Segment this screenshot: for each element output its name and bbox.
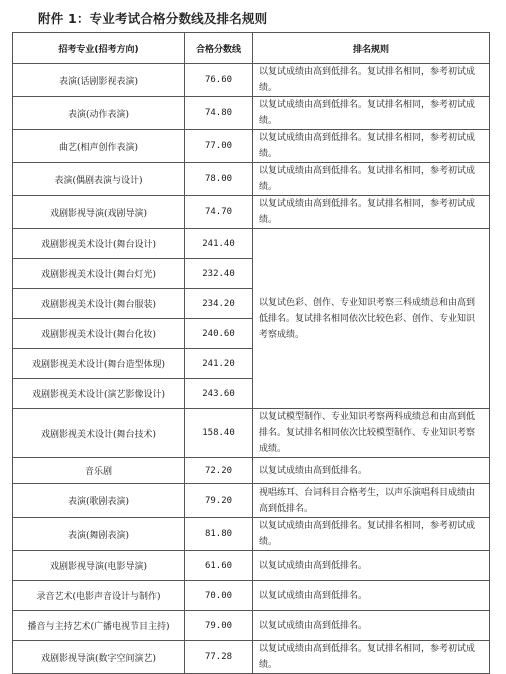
major-cell: 戏剧影视美术设计(舞台灯光) [13,259,185,289]
score-cell: 232.40 [185,259,253,289]
major-cell: 表演(动作表演) [13,97,185,130]
score-cell: 240.60 [185,319,253,349]
table-row [13,518,490,551]
major-cell: 戏剧影视导演(电影导演) [13,551,185,581]
rule-cell: 以复试成绩由高到低排名。 [253,458,490,484]
table-row [13,97,490,130]
score-cell: 77.00 [185,130,253,163]
score-cell: 241.20 [185,349,253,379]
score-cell: 241.40 [185,229,253,259]
rule-cell: 以复试模型制作、专业知识考察两科成绩总和由高到低排名。复试排名相同依次比较模型制作、专业知识考察成绩。 [253,409,490,458]
major-cell: 戏剧影视导演(戏剧导演) [13,196,185,229]
rule-cell: 以复试成绩由高到低排名。复试排名相同，参考初试成绩。 [253,97,490,130]
score-cell: 74.70 [185,196,253,229]
merged-rule-cell: 以复试色彩、创作、专业知识考察三科成绩总和由高到低排名。复试排名相同依次比较色彩、创作、专业知识考察成绩。 [253,229,490,409]
column-header-major: 招考专业(招考方向) [13,33,185,64]
rule-cell: 以复试成绩由高到低排名。复试排名相同，参考初试成绩。 [253,518,490,551]
major-cell: 戏剧影视美术设计(舞台设计) [13,229,185,259]
score-cell: 72.20 [185,458,253,484]
column-header-rule: 排名规则 [253,33,490,64]
score-cell: 74.80 [185,97,253,130]
table-row [13,484,490,518]
major-cell: 戏剧影视美术设计(舞台化妆) [13,319,185,349]
table-row [13,196,490,229]
table-row [13,581,490,611]
major-cell: 戏剧影视导演(数字空间演艺) [13,641,185,674]
rule-cell: 以复试成绩由高到低排名。 [253,551,490,581]
major-cell: 音乐剧 [13,458,185,484]
table-row [13,458,490,484]
rule-cell: 视唱练耳、台词科目合格考生，以声乐演唱科目成绩由高到低排名。 [253,484,490,518]
rule-cell: 以复试成绩由高到低排名。复试排名相同，参考初试成绩。 [253,196,490,229]
table-row [13,229,490,259]
score-cell: 79.20 [185,484,253,518]
major-cell: 播音与主持艺术(广播电视节目主持) [13,611,185,641]
major-cell: 戏剧影视美术设计(舞台技术) [13,409,185,458]
score-cell: 78.00 [185,163,253,196]
rule-cell: 以复试成绩由高到低排名。复试排名相同，参考初试成绩。 [253,641,490,674]
major-cell: 戏剧影视美术设计(舞台造型体现) [13,349,185,379]
score-cell: 243.60 [185,379,253,409]
table-row [13,551,490,581]
table-row [13,611,490,641]
table-row [13,163,490,196]
table-row [13,130,490,163]
major-cell: 表演(话剧影视表演) [13,64,185,97]
score-cell: 81.80 [185,518,253,551]
score-cell: 61.60 [185,551,253,581]
document-heading: 附件 1：专业考试合格分数线及排名规则 [38,11,268,26]
score-cell: 79.00 [185,611,253,641]
column-header-score: 合格分数线 [185,33,253,64]
table-row [13,409,490,458]
major-cell: 曲艺(相声创作表演) [13,130,185,163]
table-row [13,641,490,674]
score-cell: 77.28 [185,641,253,674]
score-cell: 70.00 [185,581,253,611]
major-cell: 戏剧影视美术设计(演艺影像设计) [13,379,185,409]
score-cell: 76.60 [185,64,253,97]
major-cell: 戏剧影视美术设计(舞台服装) [13,289,185,319]
major-cell: 录音艺术(电影声音设计与制作) [13,581,185,611]
score-cell: 158.40 [185,409,253,458]
rule-cell: 以复试成绩由高到低排名。复试排名相同，参考初试成绩。 [253,64,490,97]
major-cell: 表演(歌剧表演) [13,484,185,518]
rule-cell: 以复试成绩由高到低排名。 [253,611,490,641]
major-cell: 表演(偶剧表演与设计) [13,163,185,196]
table-row [13,64,490,97]
score-table [12,32,490,674]
score-cell: 234.20 [185,289,253,319]
rule-cell: 以复试成绩由高到低排名。 [253,581,490,611]
major-cell: 表演(舞剧表演) [13,518,185,551]
rule-cell: 以复试成绩由高到低排名。复试排名相同，参考初试成绩。 [253,130,490,163]
table-header-row [13,33,490,64]
rule-cell: 以复试成绩由高到低排名。复试排名相同，参考初试成绩。 [253,163,490,196]
